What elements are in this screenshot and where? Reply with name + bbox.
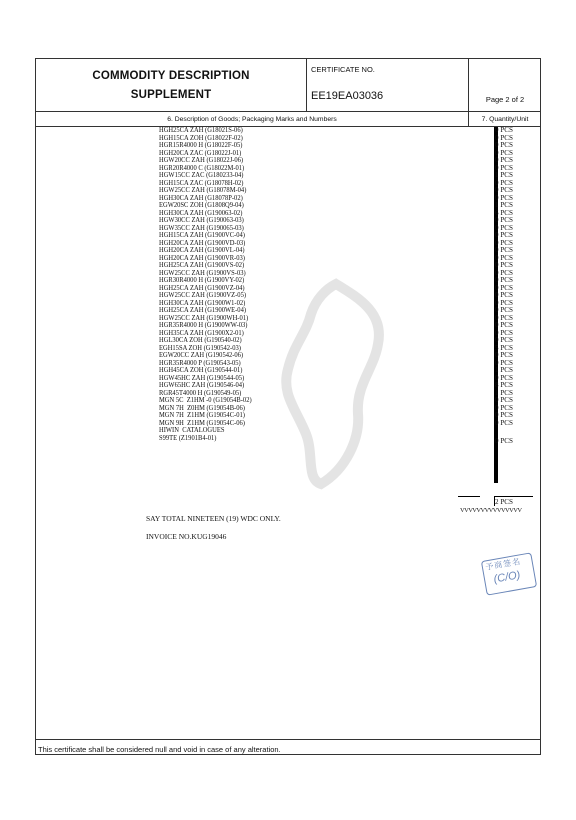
quantity-line: 0 PCS <box>495 148 513 157</box>
goods-line: MGN 7H Z0HM (G19054B-06) <box>159 403 245 412</box>
goods-line: S99TE (Z1901B4-01) <box>159 433 217 442</box>
quantity-line: 1 PCS <box>495 388 513 397</box>
quantity-line: 0 PCS <box>495 358 513 367</box>
quantity-line: 0 PCS <box>495 216 513 224</box>
official-seal <box>480 552 537 596</box>
quantity-line: 0 PCS <box>495 238 513 247</box>
divider <box>36 126 540 127</box>
catalogue-underline <box>458 496 480 497</box>
goods-line: HGL30CA ZOH (G190540-02) <box>159 336 242 344</box>
goods-line: HGH20CA ZAC (G18022J-01) <box>159 148 242 157</box>
divider <box>36 739 540 740</box>
description-column-header: 6. Description of Goods; Packaging Marks and Numbers <box>167 116 337 123</box>
goods-line: HGW25CC ZAH (G18078M-04) <box>159 186 247 194</box>
goods-line: HGW25CC ZAH (G1900VZ-05) <box>159 291 247 299</box>
goods-line: HGW25CC ZAH (G1900WH-01) <box>159 313 249 322</box>
quantity-line: 0 PCS <box>495 291 513 299</box>
quantity-line: 6 PCS <box>495 208 513 217</box>
goods-line: HGH30CA ZAH (G190063-02) <box>159 208 243 217</box>
quantity-line: 0 PCS <box>495 163 513 172</box>
quantity-line: 0 PCS <box>495 231 513 239</box>
quantity-line: 1 PCS <box>495 171 513 179</box>
goods-line: HGH25CA ZAH (G1900WE-04) <box>159 306 247 314</box>
quantity-line: 0 PCS <box>495 328 513 337</box>
quantity-line: 0 PCS <box>495 306 513 314</box>
quantity-line <box>495 427 513 435</box>
goods-line: HIWIN CATALOGUES <box>159 426 225 434</box>
quantity-line: 0 PCS <box>495 298 513 307</box>
goods-line: HGH15CA ZAH (G1900VC-04) <box>159 231 245 239</box>
watermark-emblem <box>266 274 396 494</box>
quantity-line: 1 PCS <box>495 201 513 209</box>
goods-line: EGH15SA ZOH (G190542-03) <box>159 343 241 352</box>
goods-line: HGH45CA ZOH (G190544-01) <box>159 366 243 374</box>
goods-description-list <box>159 127 252 442</box>
quantity-line: 0 PCS <box>495 321 513 329</box>
certificate-cell <box>308 59 469 111</box>
quantity-line: 0 PCS <box>495 373 513 382</box>
goods-line: HGH25CA ZAH (G1900VS-02) <box>159 261 245 269</box>
goods-line: RGR45T4000 H (G190549-05) <box>159 388 242 397</box>
goods-line: HGH25CA ZAH (G18021S-06) <box>159 126 243 134</box>
quantity-line: 0 PCS <box>495 403 513 412</box>
goods-line: HGR20R4000 C (G18022M-01) <box>159 163 245 172</box>
quantity-line: 0 PCS <box>495 411 513 419</box>
quantity-total: 2 PCS <box>495 498 513 506</box>
seal-text: (C/O) <box>492 569 522 586</box>
terminator-marks: VVVVVVVVVVVVVVV <box>460 507 522 514</box>
certificate-frame <box>35 58 541 755</box>
goods-line: HGH20CA ZAH (G1900VR-03) <box>159 253 245 262</box>
goods-line: HGH25CA ZAH (G1900VZ-04) <box>159 283 245 292</box>
quantity-line: 0 PCS <box>495 351 513 359</box>
quantity-line: 0 PCS <box>495 268 513 277</box>
quantity-line: 1 PCS <box>495 366 513 374</box>
goods-line: HGH15CA ZAC (G18078H-02) <box>159 178 244 187</box>
goods-line: HGW25CC ZAH (G1900VS-03) <box>159 268 246 277</box>
goods-line: HGH35CA ZAH (G1900X2-01) <box>159 328 244 337</box>
quantity-line: 0 PCS <box>495 246 513 254</box>
goods-line: MGN 9H Z1HM (G19054C-06) <box>159 418 245 427</box>
quantity-column-header: 7. Quantity/Unit <box>481 116 529 123</box>
quantity-list <box>495 127 513 445</box>
quantity-line: 5 PCS <box>495 343 513 352</box>
page-number: Page 2 of 2 <box>485 95 525 104</box>
goods-line: HGH15CA ZOH (G18022F-02) <box>159 133 243 142</box>
quantity-line: 0 PCS <box>495 436 513 445</box>
quantity-line: 0 PCS <box>495 141 513 149</box>
quantity-line: 0 PCS <box>495 126 513 134</box>
quantity-line: 0 PCS <box>495 133 513 142</box>
document-subtitle: SUPPLEMENT <box>130 89 212 101</box>
goods-line: HGR15R4000 H (G18022F-05) <box>159 141 243 149</box>
document-title: COMMODITY DESCRIPTION <box>92 70 250 82</box>
seal-text: 予商签名 <box>484 556 522 572</box>
goods-line: HGW35CC ZAH (G190065-03) <box>159 223 244 232</box>
quantity-line: 0 PCS <box>495 283 513 292</box>
goods-line: HGH30CA ZAH (G18078P-02) <box>159 193 243 202</box>
goods-line: HGR35R4000 H (G1900WW-03) <box>159 321 248 329</box>
footer-note: This certificate shall be considered null and void in case of any alteration. <box>38 745 281 754</box>
quantity-line: 0 PCS <box>495 156 513 164</box>
quantity-line: 0 PCS <box>495 418 513 427</box>
quantity-line: 0 PCS <box>495 313 513 322</box>
goods-line: HGR35R4000 P (G190543-05) <box>159 358 241 367</box>
quantity-line: 0 PCS <box>495 178 513 187</box>
certificate-label: CERTIFICATE NO. <box>311 65 375 74</box>
goods-line: HGR30R4000 H (G1900VY-02) <box>159 276 245 284</box>
goods-line: HGW65HC ZAH (G190546-04) <box>159 381 245 389</box>
header-title-cell <box>36 59 307 111</box>
goods-line: HGH20CA ZAH (G1900VD-03) <box>159 238 246 247</box>
divider <box>36 111 540 112</box>
quantity-line: 0 PCS <box>495 276 513 284</box>
goods-line: HGH30CA ZAH (G1900W1-02) <box>159 298 246 307</box>
goods-line: HGW15CC ZAC (G180233-04) <box>159 171 244 179</box>
quantity-line: 0 PCS <box>495 193 513 202</box>
invoice-number: INVOICE NO.KUG19046 <box>146 532 227 541</box>
say-total: SAY TOTAL NINETEEN (19) WDC ONLY. <box>146 514 281 523</box>
goods-line: HGW30CC ZAH (G190063-03) <box>159 216 244 224</box>
quantity-line: 0 PCS <box>495 186 513 194</box>
goods-line: MGN 5C Z1HM -0 (G19054B-02) <box>159 396 252 404</box>
quantity-line: 8 PCS <box>495 381 513 389</box>
quantity-line: 0 PCS <box>495 261 513 269</box>
goods-line: HGW20CC ZAH (G18022J-06) <box>159 156 244 164</box>
goods-line: EGW20CC ZAH (G190542-06) <box>159 351 244 359</box>
goods-line: MGN 7H Z1HM (G19054C-01) <box>159 411 245 419</box>
quantity-line: 0 PCS <box>495 336 513 344</box>
goods-line: HGH20CA ZAH (G1900VL-04) <box>159 246 245 254</box>
quantity-line: 0 PCS <box>495 223 513 232</box>
certificate-number: EE19EA03036 <box>311 90 384 102</box>
quantity-line: 0 PCS <box>495 253 513 262</box>
goods-line: HGW45HC ZAH (G190544-05) <box>159 373 245 382</box>
goods-line: EGW20SC ZOH (G1808Q9-04) <box>159 201 244 209</box>
quantity-line: 0 PCS <box>495 396 513 404</box>
